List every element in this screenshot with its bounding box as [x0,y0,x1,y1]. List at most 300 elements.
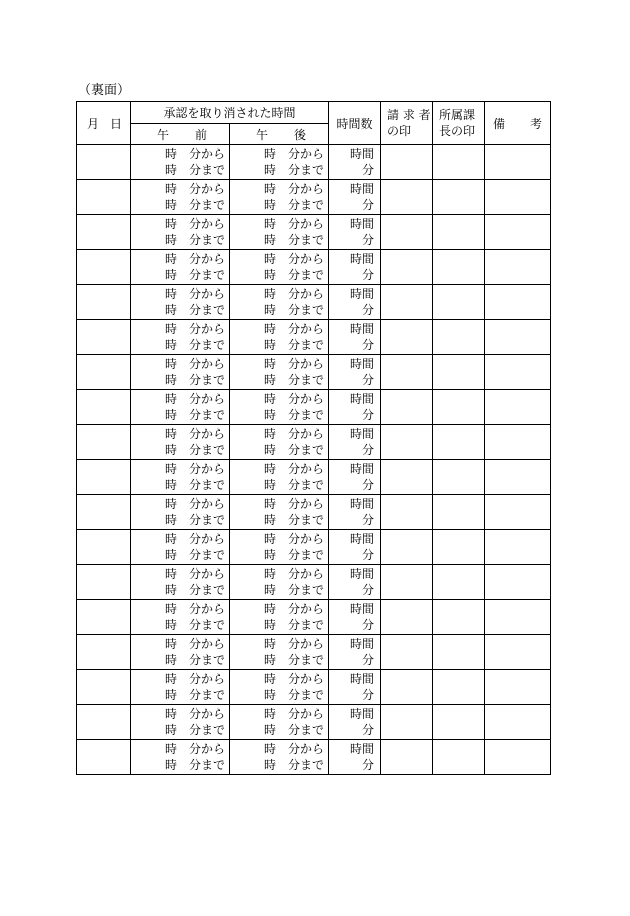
table-row [77,285,551,320]
am-time-cell[interactable] [131,250,230,285]
pm-from-label: 分から [288,497,325,511]
pm-from-label: 分から [288,357,325,371]
hours-count-cell[interactable] [329,285,381,320]
am-until-hour-label: 時 [165,303,178,317]
am-from-hour-label: 時 [165,707,178,721]
table-row [77,600,551,635]
am-from-hour-label: 時 [165,217,178,231]
remarks-cell[interactable] [485,460,551,495]
hours-count-cell[interactable] [329,460,381,495]
requester-seal-cell[interactable] [381,145,433,180]
chief-seal-cell[interactable] [433,285,485,320]
pm-time-cell[interactable] [230,495,329,530]
pm-until-hour-label: 時 [264,618,277,632]
pm-from-label: 分から [288,427,325,441]
chief-seal-cell[interactable] [433,425,485,460]
pm-from-label: 分から [288,217,325,231]
hours-count-cell[interactable] [329,425,381,460]
minutes-unit-label: 分 [361,303,374,317]
date-cell[interactable] [77,355,131,390]
pm-until-hour-label: 時 [264,758,277,772]
hours-count-cell[interactable] [329,670,381,705]
header-month-day [77,102,131,145]
am-until-hour-label: 時 [165,513,178,527]
header-requester-seal [381,102,433,145]
pm-until-label: 分まで [288,583,325,597]
am-from-label: 分から [189,217,226,231]
am-from-hour-label: 時 [165,392,178,406]
date-cell[interactable] [77,425,131,460]
pm-until-label: 分まで [288,688,325,702]
pm-until-label: 分まで [288,408,325,422]
hours-unit-label: 時間 [349,252,374,266]
pm-until-label: 分まで [288,303,325,317]
minutes-unit-label: 分 [361,513,374,527]
table-row [77,320,551,355]
pm-until-hour-label: 時 [264,268,277,282]
am-until-hour-label: 時 [165,198,178,212]
requester-seal-cell[interactable] [381,215,433,250]
header-chief-line2: 長の印 [439,124,476,138]
remarks-cell[interactable] [485,425,551,460]
remarks-cell[interactable] [485,670,551,705]
requester-seal-cell[interactable] [381,285,433,320]
am-from-hour-label: 時 [165,462,178,476]
pm-until-hour-label: 時 [264,478,277,492]
am-until-hour-label: 時 [165,373,178,387]
chief-seal-cell[interactable] [433,495,485,530]
requester-seal-cell[interactable] [381,320,433,355]
remarks-cell[interactable] [485,740,551,775]
minutes-unit-label: 分 [361,583,374,597]
remarks-cell[interactable] [485,635,551,670]
table-row [77,460,551,495]
chief-seal-cell[interactable] [433,530,485,565]
pm-until-hour-label: 時 [264,443,277,457]
table-row [77,635,551,670]
minutes-unit-label: 分 [361,373,374,387]
remarks-cell[interactable] [485,145,551,180]
hours-unit-label: 時間 [349,357,374,371]
chief-seal-cell[interactable] [433,600,485,635]
pm-time-cell[interactable] [230,425,329,460]
remarks-cell[interactable] [485,285,551,320]
minutes-unit-label: 分 [361,443,374,457]
pm-time-cell[interactable] [230,390,329,425]
chief-seal-cell[interactable] [433,145,485,180]
header-month: 月 [87,116,100,131]
pm-from-hour-label: 時 [264,287,277,301]
am-until-label: 分まで [189,548,226,562]
requester-seal-cell[interactable] [381,390,433,425]
chief-seal-cell[interactable] [433,390,485,425]
am-until-label: 分まで [189,583,226,597]
pm-from-label: 分から [288,147,325,161]
date-cell[interactable] [77,565,131,600]
am-from-hour-label: 時 [165,637,178,651]
minutes-unit-label: 分 [361,653,374,667]
remarks-cell[interactable] [485,320,551,355]
pm-until-label: 分まで [288,163,325,177]
am-from-hour-label: 時 [165,252,178,266]
header-pm-left: 午 [256,127,269,142]
am-time-cell[interactable] [131,285,230,320]
pm-until-label: 分まで [288,338,325,352]
am-until-label: 分まで [189,338,226,352]
requester-seal-cell[interactable] [381,180,433,215]
am-until-hour-label: 時 [165,758,178,772]
pm-from-label: 分から [288,707,325,721]
remarks-cell[interactable] [485,530,551,565]
am-until-label: 分まで [189,478,226,492]
header-chief-line1: 所属課 [439,108,476,122]
am-time-cell[interactable] [131,425,230,460]
requester-seal-cell[interactable] [381,460,433,495]
remarks-cell[interactable] [485,390,551,425]
date-cell[interactable] [77,215,131,250]
date-cell[interactable] [77,670,131,705]
hours-count-cell[interactable] [329,530,381,565]
hours-unit-label: 時間 [349,637,374,651]
am-until-label: 分まで [189,723,226,737]
date-cell[interactable] [77,530,131,565]
date-cell[interactable] [77,320,131,355]
minutes-unit-label: 分 [361,618,374,632]
pm-until-label: 分まで [288,233,325,247]
header-am-right: 前 [194,127,207,142]
am-until-label: 分まで [189,303,226,317]
hours-unit-label: 時間 [349,182,374,196]
pm-until-hour-label: 時 [264,583,277,597]
pm-until-hour-label: 時 [264,198,277,212]
pm-time-cell[interactable] [230,320,329,355]
minutes-unit-label: 分 [361,478,374,492]
pm-until-label: 分まで [288,758,325,772]
hours-count-cell[interactable] [329,145,381,180]
am-until-label: 分まで [189,408,226,422]
am-until-hour-label: 時 [165,478,178,492]
header-hours-count: 時間数 [329,102,381,145]
hours-count-cell[interactable] [329,740,381,775]
requester-seal-cell[interactable] [381,250,433,285]
am-until-label: 分まで [189,443,226,457]
date-cell[interactable] [77,705,131,740]
pm-time-cell[interactable] [230,705,329,740]
am-time-cell[interactable] [131,215,230,250]
minutes-unit-label: 分 [361,548,374,562]
pm-from-hour-label: 時 [264,252,277,266]
am-from-label: 分から [189,392,226,406]
remarks-cell[interactable] [485,355,551,390]
table-row [77,565,551,600]
am-time-cell[interactable] [131,460,230,495]
remarks-cell[interactable] [485,600,551,635]
am-until-label: 分まで [189,758,226,772]
pm-from-hour-label: 時 [264,532,277,546]
am-until-hour-label: 時 [165,548,178,562]
am-from-hour-label: 時 [165,532,178,546]
table-row [77,495,551,530]
requester-seal-cell[interactable] [381,495,433,530]
hours-count-cell[interactable] [329,355,381,390]
pm-time-cell[interactable] [230,600,329,635]
minutes-unit-label: 分 [361,233,374,247]
am-from-label: 分から [189,462,226,476]
pm-time-cell[interactable] [230,145,329,180]
am-until-hour-label: 時 [165,408,178,422]
requester-seal-cell[interactable] [381,600,433,635]
am-time-cell[interactable] [131,390,230,425]
am-from-hour-label: 時 [165,742,178,756]
pm-until-hour-label: 時 [264,548,277,562]
am-from-label: 分から [189,287,226,301]
hours-count-cell[interactable] [329,250,381,285]
hours-count-cell[interactable] [329,495,381,530]
pm-until-label: 分まで [288,513,325,527]
header-remarks [485,102,551,145]
pm-until-hour-label: 時 [264,688,277,702]
am-until-label: 分まで [189,653,226,667]
pm-from-hour-label: 時 [264,742,277,756]
chief-seal-cell[interactable] [433,670,485,705]
hours-unit-label: 時間 [349,497,374,511]
pm-until-label: 分まで [288,373,325,387]
table-row [77,425,551,460]
pm-time-cell[interactable] [230,460,329,495]
am-until-hour-label: 時 [165,163,178,177]
requester-seal-cell[interactable] [381,355,433,390]
pm-until-label: 分まで [288,548,325,562]
pm-from-label: 分から [288,252,325,266]
chief-seal-cell[interactable] [433,565,485,600]
date-cell[interactable] [77,740,131,775]
table-row [77,390,551,425]
pm-time-cell[interactable] [230,740,329,775]
date-cell[interactable] [77,285,131,320]
pm-until-label: 分まで [288,198,325,212]
am-from-label: 分から [189,182,226,196]
pm-until-hour-label: 時 [264,408,277,422]
hours-unit-label: 時間 [349,287,374,301]
page-side-label: （裏面） [78,83,131,98]
header-pm-right: 後 [293,127,306,142]
remarks-cell[interactable] [485,180,551,215]
am-from-hour-label: 時 [165,147,178,161]
chief-seal-cell[interactable] [433,460,485,495]
hours-unit-label: 時間 [349,147,374,161]
pm-until-label: 分まで [288,618,325,632]
am-until-hour-label: 時 [165,268,178,282]
am-time-cell[interactable] [131,495,230,530]
hours-count-cell[interactable] [329,215,381,250]
pm-from-label: 分から [288,287,325,301]
remarks-cell[interactable] [485,565,551,600]
date-cell[interactable] [77,390,131,425]
chief-seal-cell[interactable] [433,635,485,670]
am-until-label: 分まで [189,513,226,527]
minutes-unit-label: 分 [361,758,374,772]
am-from-hour-label: 時 [165,567,178,581]
hours-count-cell[interactable] [329,635,381,670]
am-until-label: 分まで [189,688,226,702]
pm-from-hour-label: 時 [264,672,277,686]
am-until-label: 分まで [189,618,226,632]
remarks-cell[interactable] [485,705,551,740]
pm-until-label: 分まで [288,723,325,737]
pm-until-label: 分まで [288,653,325,667]
pm-until-label: 分まで [288,268,325,282]
am-from-label: 分から [189,427,226,441]
table-row [77,705,551,740]
date-cell[interactable] [77,460,131,495]
requester-seal-cell[interactable] [381,565,433,600]
minutes-unit-label: 分 [361,408,374,422]
am-until-hour-label: 時 [165,653,178,667]
pm-until-hour-label: 時 [264,723,277,737]
am-time-cell[interactable] [131,180,230,215]
am-time-cell[interactable] [131,670,230,705]
hours-count-cell[interactable] [329,600,381,635]
am-from-hour-label: 時 [165,287,178,301]
pm-time-cell[interactable] [230,635,329,670]
remarks-cell[interactable] [485,215,551,250]
pm-from-hour-label: 時 [264,182,277,196]
pm-time-cell[interactable] [230,250,329,285]
table-row [77,670,551,705]
am-time-cell[interactable] [131,355,230,390]
table-row [77,215,551,250]
chief-seal-cell[interactable] [433,355,485,390]
pm-time-cell[interactable] [230,670,329,705]
header-revoked-time: 承認を取り消された時間 [131,102,329,124]
header-day: 日 [109,116,122,131]
remarks-cell[interactable] [485,495,551,530]
table-row [77,530,551,565]
minutes-unit-label: 分 [361,338,374,352]
pm-time-cell[interactable] [230,180,329,215]
pm-from-label: 分から [288,462,325,476]
requester-seal-cell[interactable] [381,530,433,565]
chief-seal-cell[interactable] [433,320,485,355]
pm-from-hour-label: 時 [264,392,277,406]
requester-seal-cell[interactable] [381,635,433,670]
chief-seal-cell[interactable] [433,740,485,775]
header-pm [230,124,329,145]
am-time-cell[interactable] [131,530,230,565]
hours-unit-label: 時間 [349,707,374,721]
remarks-cell[interactable] [485,250,551,285]
requester-seal-cell[interactable] [381,425,433,460]
hours-count-cell[interactable] [329,565,381,600]
hours-count-cell[interactable] [329,180,381,215]
pm-from-hour-label: 時 [264,427,277,441]
header-remarks-right: 考 [529,116,542,131]
date-cell[interactable] [77,495,131,530]
table-row [77,180,551,215]
pm-until-hour-label: 時 [264,233,277,247]
am-time-cell[interactable] [131,320,230,355]
am-time-cell[interactable] [131,600,230,635]
am-time-cell[interactable] [131,635,230,670]
pm-from-label: 分から [288,392,325,406]
requester-seal-cell[interactable] [381,670,433,705]
am-from-label: 分から [189,567,226,581]
chief-seal-cell[interactable] [433,215,485,250]
requester-seal-cell[interactable] [381,705,433,740]
am-until-label: 分まで [189,163,226,177]
chief-seal-cell[interactable] [433,180,485,215]
date-cell[interactable] [77,180,131,215]
am-time-cell[interactable] [131,565,230,600]
pm-until-label: 分まで [288,478,325,492]
pm-time-cell[interactable] [230,285,329,320]
am-until-hour-label: 時 [165,723,178,737]
minutes-unit-label: 分 [361,198,374,212]
date-cell[interactable] [77,145,131,180]
table-row [77,740,551,775]
pm-until-hour-label: 時 [264,513,277,527]
minutes-unit-label: 分 [361,723,374,737]
pm-until-hour-label: 時 [264,653,277,667]
am-time-cell[interactable] [131,705,230,740]
am-from-label: 分から [189,602,226,616]
am-time-cell[interactable] [131,740,230,775]
hours-count-cell[interactable] [329,705,381,740]
am-from-hour-label: 時 [165,427,178,441]
revoked-hours-table [76,101,551,775]
header-remarks-left: 備 [493,116,506,131]
am-from-label: 分から [189,252,226,266]
header-am-left: 午 [157,127,170,142]
am-until-hour-label: 時 [165,338,178,352]
pm-time-cell[interactable] [230,530,329,565]
pm-from-label: 分から [288,322,325,336]
pm-from-hour-label: 時 [264,322,277,336]
pm-from-label: 分から [288,672,325,686]
pm-time-cell[interactable] [230,355,329,390]
am-from-label: 分から [189,357,226,371]
pm-time-cell[interactable] [230,215,329,250]
pm-time-cell[interactable] [230,565,329,600]
am-from-hour-label: 時 [165,357,178,371]
requester-seal-cell[interactable] [381,740,433,775]
minutes-unit-label: 分 [361,268,374,282]
am-until-label: 分まで [189,268,226,282]
date-cell[interactable] [77,635,131,670]
hours-unit-label: 時間 [349,392,374,406]
am-from-label: 分から [189,637,226,651]
am-until-label: 分まで [189,233,226,247]
chief-seal-cell[interactable] [433,705,485,740]
pm-from-hour-label: 時 [264,217,277,231]
date-cell[interactable] [77,600,131,635]
am-time-cell[interactable] [131,145,230,180]
pm-from-hour-label: 時 [264,602,277,616]
am-from-label: 分から [189,147,226,161]
header-chief-seal [433,102,485,145]
pm-from-label: 分から [288,637,325,651]
pm-from-hour-label: 時 [264,462,277,476]
chief-seal-cell[interactable] [433,250,485,285]
pm-until-label: 分まで [288,443,325,457]
date-cell[interactable] [77,250,131,285]
hours-count-cell[interactable] [329,320,381,355]
am-until-hour-label: 時 [165,583,178,597]
am-from-label: 分から [189,497,226,511]
hours-count-cell[interactable] [329,390,381,425]
am-until-label: 分まで [189,373,226,387]
am-until-hour-label: 時 [165,443,178,457]
